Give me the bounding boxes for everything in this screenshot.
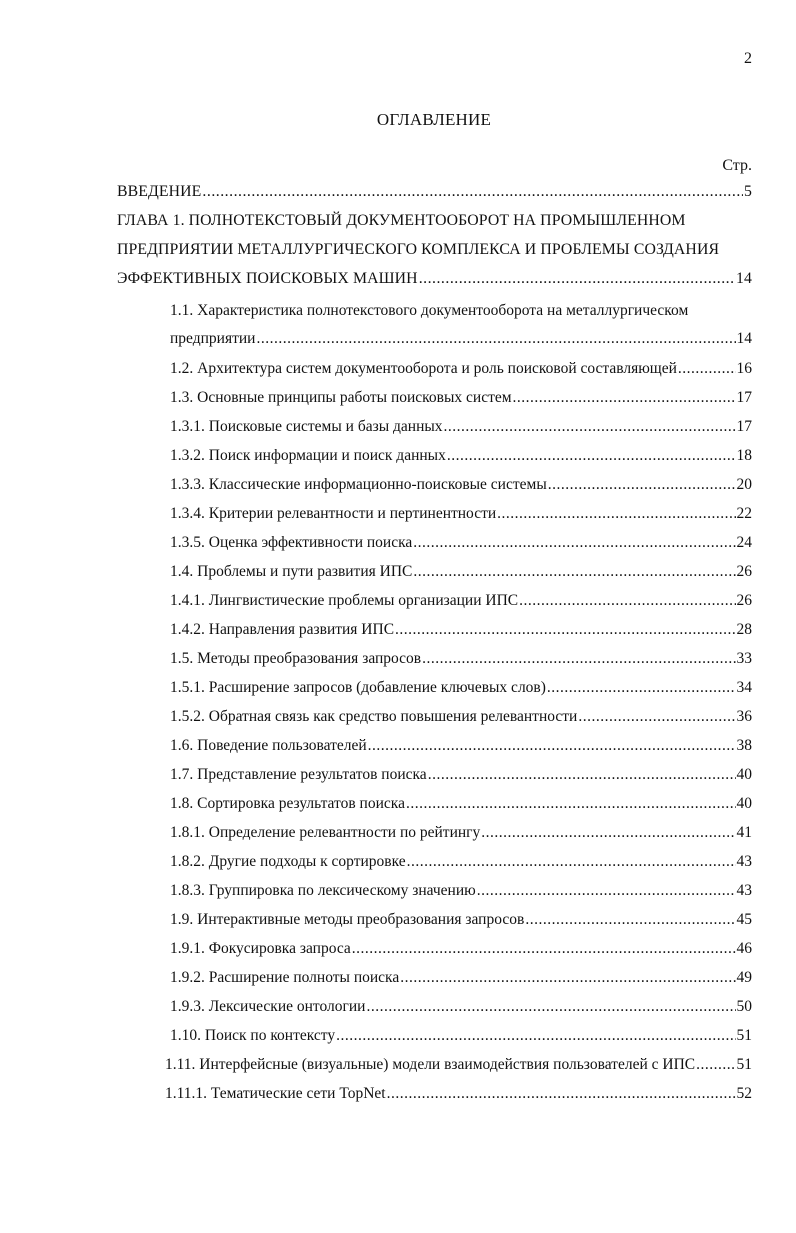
leader-dots [406, 795, 736, 813]
toc-entry-page: 46 [736, 940, 752, 957]
toc-entry-section-1-1 [170, 330, 752, 352]
leader-dots [519, 592, 735, 610]
toc-entry-text: 1.3.3. Классические информационно-поисковые системы [170, 476, 547, 493]
toc-entry-text: 1.7. Представление результатов поиска [170, 766, 427, 783]
toc-entry-page: 43 [736, 882, 752, 899]
leader-dots [678, 360, 736, 378]
toc-entry [170, 882, 752, 904]
leader-dots [525, 911, 735, 929]
toc-entry [170, 476, 752, 498]
leader-dots [413, 534, 735, 552]
toc-entry-text: 1.8.3. Группировка по лексическому значению [170, 882, 476, 899]
toc-entry-chapter-1 [117, 270, 752, 292]
toc-entry-text: предприятии [170, 330, 256, 347]
toc-entry-page: 50 [736, 998, 752, 1015]
toc-entry [170, 853, 752, 875]
toc-entry [170, 940, 752, 962]
toc-entry [170, 679, 752, 701]
toc-entry-page: 22 [736, 505, 752, 522]
leader-dots [407, 853, 736, 871]
toc-entry-text: 1.8. Сортировка результатов поиска [170, 795, 405, 812]
toc-entry-text: 1.11.1. Тематические сети TopNet [165, 1085, 386, 1102]
page-number: 2 [744, 50, 752, 67]
toc-entry-text: 1.3.5. Оценка эффективности поиска [170, 534, 413, 551]
toc-entry-page: 16 [736, 360, 752, 377]
toc-entry [170, 795, 752, 817]
toc-entry-page: 14 [736, 270, 752, 287]
toc-entry-page: 33 [736, 650, 752, 667]
leader-dots [202, 183, 743, 201]
leader-dots [444, 418, 736, 436]
toc-entry [170, 1027, 752, 1049]
leader-dots [428, 766, 736, 784]
toc-entry-page: 40 [736, 795, 752, 812]
toc-entry-page: 49 [736, 969, 752, 986]
leader-dots [387, 1085, 736, 1103]
toc-entry [165, 1056, 752, 1078]
toc-entry-page: 20 [736, 476, 752, 493]
toc-entry-text: 1.2. Архитектура систем документооборота и роль поисковой составляющей [170, 360, 677, 377]
toc-entry-page: 26 [736, 563, 752, 580]
toc-entry-text: 1.8.1. Определение релевантности по рейтингу [170, 824, 481, 841]
toc-entry [170, 998, 752, 1020]
leader-dots [513, 389, 736, 407]
toc-entry [170, 650, 752, 672]
page-title: ОГЛАВЛЕНИЕ [376, 110, 492, 129]
toc-entry [170, 563, 752, 585]
page-column-label: Стр. [722, 157, 752, 174]
toc-entry-page: 43 [736, 853, 752, 870]
leader-dots [422, 650, 735, 668]
toc-entry-text: 1.3.1. Поисковые системы и базы данных [170, 418, 443, 435]
leader-dots [548, 476, 736, 494]
leader-dots [447, 447, 736, 465]
leader-dots [413, 563, 735, 581]
toc-entry-page: 34 [736, 679, 752, 696]
toc-entry [170, 969, 752, 991]
toc-entry-page: 36 [736, 708, 752, 725]
leader-dots [547, 679, 736, 697]
toc-entry-page: 28 [736, 621, 752, 638]
toc-entry-text: 1.9.3. Лексические онтологии [170, 998, 366, 1015]
leader-dots [366, 998, 735, 1016]
toc-entry-text: 1.5.2. Обратная связь как средство повышения релевантности [170, 708, 578, 725]
toc-entry [170, 447, 752, 469]
toc-entry-page: 24 [736, 534, 752, 551]
toc-entry-page: 5 [744, 183, 752, 200]
toc-entry-page: 26 [736, 592, 752, 609]
toc-entry [170, 592, 752, 614]
toc-entry [170, 505, 752, 527]
toc-entry-page: 14 [736, 330, 752, 347]
toc-entry-text: 1.9.1. Фокусировка запроса [170, 940, 351, 957]
toc-entry-text: 1.8.2. Другие подходы к сортировке [170, 853, 406, 870]
toc-entry-text: ВВЕДЕНИЕ [117, 183, 202, 200]
toc-entry-page: 17 [736, 389, 752, 406]
toc-entry-text: 1.4.1. Лингвистические проблемы организации ИПС [170, 592, 519, 609]
leader-dots [481, 824, 735, 842]
leader-dots [395, 621, 735, 639]
toc-entry-page: 52 [736, 1085, 752, 1102]
toc-entry [170, 708, 752, 730]
toc-entry-text: 1.4. Проблемы и пути развития ИПС [170, 563, 413, 580]
leader-dots [368, 737, 736, 755]
toc-entry-text: 1.11. Интерфейсные (визуальные) модели взаимодействия пользователей с ИПС [165, 1056, 696, 1073]
toc-entry-text: 1.5.1. Расширение запросов (добавление ключевых слов) [170, 679, 546, 696]
toc-entry [170, 389, 752, 411]
toc-entry-text: 1.6. Поведение пользователей [170, 737, 367, 754]
toc-entry-page: 41 [736, 824, 752, 841]
toc-entry-text: 1.10. Поиск по контексту [170, 1027, 336, 1044]
leader-dots [578, 708, 735, 726]
leader-dots [497, 505, 735, 523]
toc-entry-text: 1.4.2. Направления развития ИПС [170, 621, 395, 638]
toc-entry [170, 360, 752, 382]
toc-entry-text: 1.5. Методы преобразования запросов [170, 650, 422, 667]
leader-dots [419, 270, 735, 288]
toc-entry-page: 17 [736, 418, 752, 435]
toc-entry [170, 534, 752, 556]
leader-dots [400, 969, 735, 987]
toc-entry-text: 1.9. Интерактивные методы преобразования запросов [170, 911, 525, 928]
toc-entry [170, 766, 752, 788]
toc-entry [165, 1085, 752, 1107]
chapter-1-line-2: ПРЕДПРИЯТИИ МЕТАЛЛУРГИЧЕСКОГО КОМПЛЕКСА И ПРОБЛЕМЫ СОЗДАНИЯ [117, 241, 720, 258]
toc-entry-text: 1.3. Основные принципы работы поисковых систем [170, 389, 512, 406]
toc-entry-intro [117, 183, 752, 205]
toc-entry [170, 621, 752, 643]
toc-entry [170, 911, 752, 933]
toc-entry-text: 1.9.2. Расширение полноты поиска [170, 969, 400, 986]
toc-entry-text: 1.3.2. Поиск информации и поиск данных [170, 447, 446, 464]
toc-entry [170, 418, 752, 440]
toc-entry [170, 824, 752, 846]
toc-entry-page: 51 [736, 1056, 752, 1073]
toc-entry-page: 18 [736, 447, 752, 464]
leader-dots [256, 330, 735, 348]
leader-dots [696, 1056, 735, 1074]
chapter-1-line-1: ГЛАВА 1. ПОЛНОТЕКСТОВЫЙ ДОКУМЕНТООБОРОТ НА ПРОМЫШЛЕННОМ [117, 212, 686, 229]
toc-entry [170, 737, 752, 759]
toc-entry-page: 38 [736, 737, 752, 754]
leader-dots [477, 882, 736, 900]
toc-entry-page: 51 [736, 1027, 752, 1044]
toc-entry-text: ЭФФЕКТИВНЫХ ПОИСКОВЫХ МАШИН [117, 270, 418, 287]
toc-entry-page: 45 [736, 911, 752, 928]
section-1-1-line-1: 1.1. Характеристика полнотекстового документооборота на металлургическом [170, 302, 689, 319]
leader-dots [352, 940, 736, 958]
toc-entry-text: 1.3.4. Критерии релевантности и пертинентности [170, 505, 497, 522]
leader-dots [336, 1027, 735, 1045]
toc-entry-page: 40 [736, 766, 752, 783]
